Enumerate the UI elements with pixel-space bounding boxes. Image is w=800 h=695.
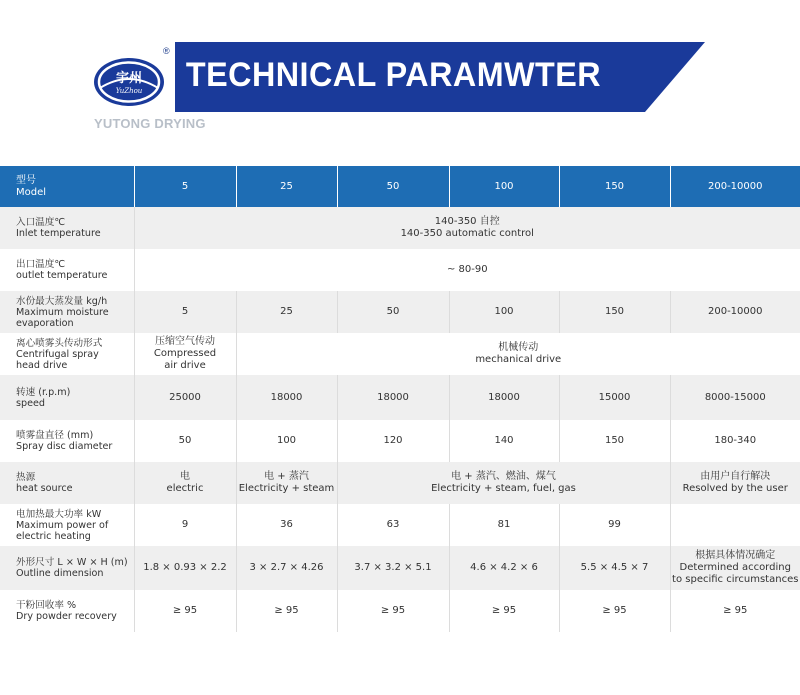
company-logo [92,56,166,108]
table-cell: ≥ 95 [236,590,337,632]
table-cell: 150 [559,291,670,333]
table-cell: 100 [236,420,337,462]
table-cell: 15000 [559,375,670,420]
table-cell: 18000 [236,375,337,420]
table-cell: 3 × 2.7 × 4.26 [236,546,337,590]
table-cell: 81 [449,504,559,546]
table-cell: 180-340 [670,420,800,462]
row-label-disc: 喷雾盘直径 (mm) Spray disc diameter [0,420,134,462]
table-row [0,249,800,291]
table-cell: 4.6 × 4.2 × 6 [449,546,559,590]
table-cell: 100 [449,291,559,333]
table-header-row [0,166,800,207]
table-cell: ≥ 95 [449,590,559,632]
table-cell: 36 [236,504,337,546]
model-header-cell: 150 [559,166,670,207]
table-cell: 3.7 × 3.2 × 5.1 [337,546,449,590]
table-cell: ≥ 95 [670,590,800,632]
table-row [0,504,800,546]
table-cell: 25 [236,291,337,333]
table-cell: 150 [559,420,670,462]
table-cell: 压缩空气传动 Compressed air drive [134,333,236,375]
table-row [0,291,800,333]
company-name: YUTONG DRYING [94,116,206,131]
table-cell: 电 + 蒸汽、燃油、煤气 Electricity + steam, fuel, gas [337,462,670,504]
table-cell: 电 electric [134,462,236,504]
table-row [0,375,800,420]
table-cell: 18000 [449,375,559,420]
technical-parameter-table [0,166,800,632]
model-header-cell: 25 [236,166,337,207]
row-label-evaporation: 水份最大蒸发量 kg/h Maximum moisture evaporation [0,291,134,333]
logo-script-text: YuZhou [115,87,143,95]
table-row [0,590,800,632]
table-cell: 50 [337,291,449,333]
outlet-value: ~ 80-90 [134,249,800,291]
row-label-outlet: 出口温度℃ outlet temperature [0,249,134,291]
table-cell: 63 [337,504,449,546]
table-cell: ≥ 95 [337,590,449,632]
logo-emblem-icon [92,56,166,108]
title-banner [175,42,705,112]
table-cell: ≥ 95 [559,590,670,632]
table-cell: 18000 [337,375,449,420]
model-header-cell: 5 [134,166,236,207]
row-label-power: 电加热最大功率 kW Maximum power of electric heating [0,504,134,546]
table-cell: 1.8 × 0.93 × 2.2 [134,546,236,590]
row-label-heat: 热源 heat source [0,462,134,504]
table-cell: 9 [134,504,236,546]
table-cell: 8000-15000 [670,375,800,420]
table-cell: 由用户自行解决 Resolved by the user [670,462,800,504]
inlet-value: 140-350 自控 140-350 automatic control [134,207,800,249]
table-cell: 5.5 × 4.5 × 7 [559,546,670,590]
table-cell: 机械传动 mechanical drive [236,333,800,375]
table-cell: 140 [449,420,559,462]
table-cell: 120 [337,420,449,462]
page-title: TECHNICAL PARAMWTER [185,56,602,94]
table-cell: 电 + 蒸汽 Electricity + steam [236,462,337,504]
table-cell: 25000 [134,375,236,420]
model-header-cell: 200-10000 [670,166,800,207]
row-label-recovery: 干粉回收率 % Dry powder recovery [0,590,134,632]
registered-mark: ® [163,46,170,56]
table-cell: ≥ 95 [134,590,236,632]
table-row [0,420,800,462]
table-cell: 200-10000 [670,291,800,333]
table-cell: 50 [134,420,236,462]
table-cell: 99 [559,504,670,546]
row-label-inlet: 入口温度℃ Inlet temperature [0,207,134,249]
table-row [0,462,800,504]
logo-cn-text: 宇州 [115,71,143,86]
table-cell: 5 [134,291,236,333]
model-header-label: 型号 Model [0,166,134,207]
model-header-cell: 100 [449,166,559,207]
table-row [0,546,800,590]
row-label-spray-drive: 离心喷雾头传动形式 Centrifugal spray head drive [0,333,134,375]
table-row [0,333,800,375]
table-cell [670,504,800,546]
model-header-cell: 50 [337,166,449,207]
table-cell: 根据具体情况确定 Determined according to specific circumstances [670,546,800,590]
row-label-speed: 转速 (r.p.m) speed [0,375,134,420]
row-label-outline: 外形尺寸 L × W × H (m) Outline dimension [0,546,134,590]
table-row [0,207,800,249]
